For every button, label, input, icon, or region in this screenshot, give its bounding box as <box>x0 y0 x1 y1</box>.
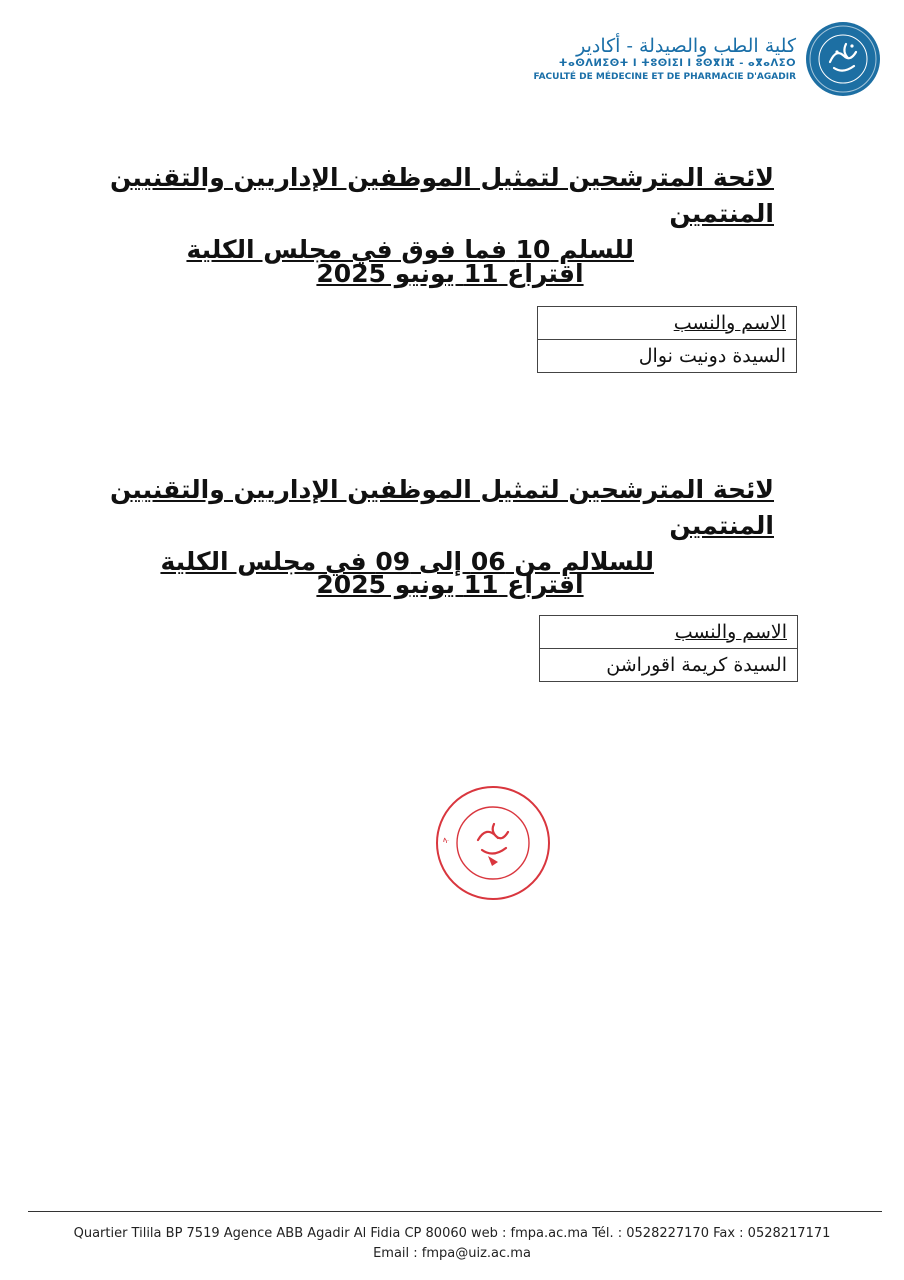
footer-email: Email : fmpa@uiz.ac.ma <box>373 1246 531 1261</box>
faculty-name-arabic: كلية الطب والصيدلة - أكادير <box>576 35 796 57</box>
section1-title-line1: لائحة المترشحين لتمثيل الموظفين الإداريين والتقنيين المنتمين <box>109 163 774 228</box>
page-header <box>533 22 880 96</box>
faculty-name-tifinagh: ⵜⴰⵙⴷⵍⵉⵙⵜ ⵏ ⵜⵓⵙⵏⵉⵏ ⵏ ⵓⵙⴳⵏⴼ - ⴰⴳⴰⴷⵉⵔ <box>558 58 796 69</box>
table-row <box>538 340 797 373</box>
section1-title <box>60 160 774 268</box>
footer-divider <box>28 1211 882 1212</box>
page-footer <box>0 1224 904 1264</box>
faculty-stamp-icon <box>432 782 554 904</box>
university-logo-emblem-icon <box>806 22 880 96</box>
footer-address: Quartier Tilila BP 7519 Agence ABB Agadir Al Fidia CP 80060 web : fmpa.ac.ma Tél. : 0528227170 Fax : 0528217171 <box>73 1226 831 1241</box>
candidate-name: السيدة كريمة اقوراشن <box>540 649 798 682</box>
section2-candidate-table <box>539 615 798 682</box>
table-header-row <box>538 307 797 340</box>
table-row <box>540 649 798 682</box>
table-header-name: الاسم والنسب <box>540 616 798 649</box>
table-header-name: الاسم والنسب <box>538 307 797 340</box>
section1-date: اقتراع 11 يونيو 2025 <box>316 259 584 288</box>
section2-date: اقتراع 11 يونيو 2025 <box>316 570 584 599</box>
section1-title-line2: للسلم 10 فما فوق في مجلس الكلية <box>186 235 634 264</box>
svg-text:جامعة ابن زهر * كلية الطب والص <box>432 782 450 844</box>
faculty-name-block <box>533 35 796 83</box>
section2-title-line1: لائحة المترشحين لتمثيل الموظفين الإداريين والتقنيين المنتمين <box>109 475 774 540</box>
candidate-name: السيدة دونيت نوال <box>538 340 797 373</box>
university-logo <box>806 22 880 96</box>
section2-title <box>60 472 774 580</box>
faculty-name-french: FACULTÉ DE MÉDECINE ET DE PHARMACIE D'AGADIR <box>533 72 796 82</box>
stamp-text: ج <box>439 836 451 844</box>
section2-title-line2: للسلالم من 06 إلى 09 في مجلس الكلية <box>160 547 654 576</box>
table-header-row <box>540 616 798 649</box>
official-stamp <box>432 782 554 904</box>
section1-candidate-table <box>537 306 797 373</box>
